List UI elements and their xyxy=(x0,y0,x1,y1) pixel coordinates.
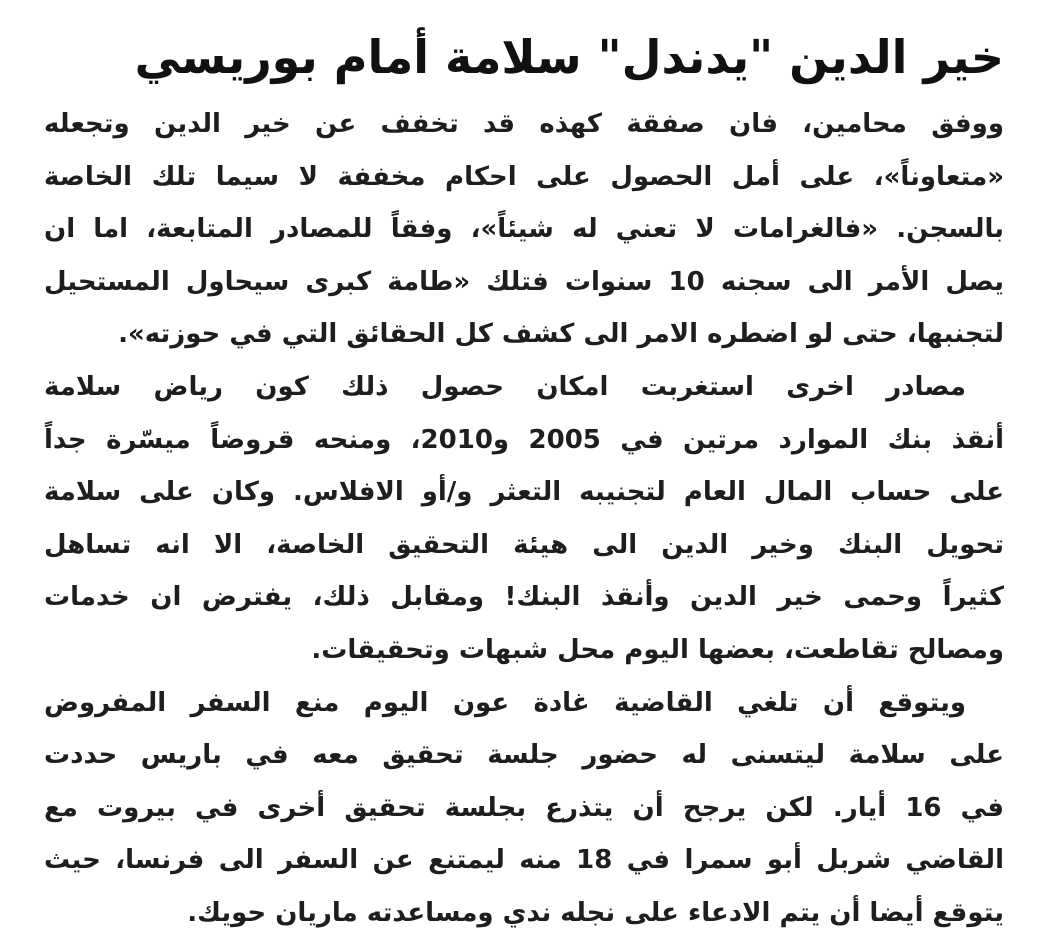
text-line: أنقذ بنك الموارد مرتين في 2005 و2010، ومنحه قروضاً ميسّرة جداً xyxy=(44,424,1004,455)
text-line: ومصالح تقاطعت، بعضها اليوم محل شبهات وتحقيقات. xyxy=(311,634,1004,665)
text-line: في 16 أيار. لكن يرجح أن يتذرع بجلسة تحقيق أخرى في بيروت مع xyxy=(44,792,1004,823)
paragraph-2 xyxy=(44,361,1004,677)
text-line: لتجنبها، حتى لو اضطره الامر الى كشف كل الحقائق التي في حوزته». xyxy=(118,319,1004,350)
text-line: يصل الأمر الى سجنه 10 سنوات فتلك «طامة كبرى سيحاول المستحيل xyxy=(44,266,1004,297)
text-line: على سلامة ليتسنى له حضور جلسة تحقيق معه في باريس حددت xyxy=(44,740,1004,771)
article-body xyxy=(44,98,1004,940)
paragraph-1 xyxy=(44,98,1004,361)
text-line: ووفق محامين، فان صفقة كهذه قد تخفف عن خير الدين وتجعله xyxy=(44,109,1004,139)
text-line: «متعاوناً»، على أمل الحصول على احكام مخففة لا سيما تلك الخاصة xyxy=(44,161,1004,192)
text-line: كثيراً وحمى خير الدين وأنقذ البنك! ومقابل ذلك، يفترض ان خدمات xyxy=(44,582,1004,613)
headline: خير الدين "يدندل" سلامة أمام بوريسي xyxy=(134,30,1004,84)
text-line: على حساب المال العام لتجنيبه التعثر و/أو الافلاس. وكان على سلامة xyxy=(44,477,1004,508)
text-line: تحويل البنك وخير الدين الى هيئة التحقيق الخاصة، الا انه تساهل xyxy=(44,529,1004,560)
text-line: ويتوقع أن تلغي القاضية غادة عون اليوم منع السفر المفروض xyxy=(44,687,966,718)
paragraph-3 xyxy=(44,677,1004,940)
text-line: يتوقع أيضا أن يتم الادعاء على نجله ندي ومساعدته ماريان حويك. xyxy=(187,897,1004,928)
text-line: القاضي شربل أبو سمرا في 18 منه ليمتنع عن السفر الى فرنسا، حيث xyxy=(44,845,1004,876)
text-line: مصادر اخرى استغربت امكان حصول ذلك كون رياض سلامة xyxy=(44,371,966,402)
text-line: بالسجن. «فالغرامات لا تعني له شيئاً»، وفقاً للمصادر المتابعة، اما ان xyxy=(44,214,1004,245)
